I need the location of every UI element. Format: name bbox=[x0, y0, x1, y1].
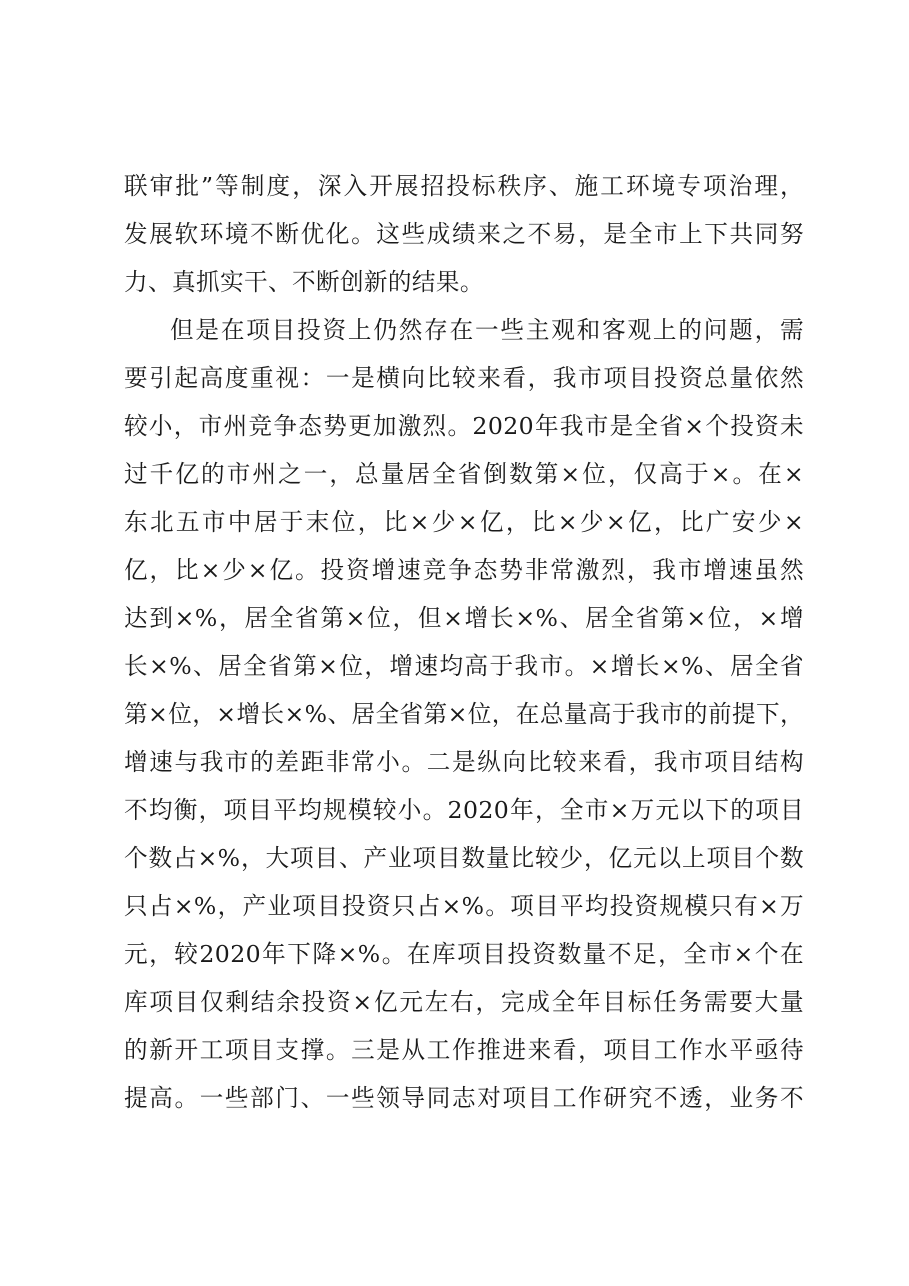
text-line: 要引起高度重视：一是横向比较来看，我市项目投资总量依然 bbox=[124, 364, 804, 392]
text-line: 过千亿的市州之一，总量居全省倒数第×位，仅高于×。在× bbox=[124, 460, 804, 488]
paragraph-first-line: 但是在项目投资上仍然存在一些主观和客观上的问题，需 bbox=[170, 316, 804, 344]
text-line: 亿，比×少×亿。投资增速竞争态势非常激烈，我市增速虽然 bbox=[124, 556, 804, 584]
text-line: 东北五市中居于末位，比×少×亿，比×少×亿，比广安少× bbox=[124, 508, 804, 536]
text-line: 个数占×%，大项目、产业项目数量比较少，亿元以上项目个数 bbox=[124, 844, 804, 872]
text-line: 提高。一些部门、一些领导同志对项目工作研究不透，业务不 bbox=[124, 1084, 804, 1112]
text-line: 元，较2020年下降×%。在库项目投资数量不足，全市×个在 bbox=[124, 940, 804, 968]
text-line: 长×%、居全省第×位，增速均高于我市。×增长×%、居全省 bbox=[124, 652, 804, 680]
text-line: 第×位，×增长×%、居全省第×位，在总量高于我市的前提下， bbox=[124, 700, 804, 728]
text-line: 发展软环境不断优化。这些成绩来之不易，是全市上下共同努 bbox=[124, 220, 804, 248]
text-line: 只占×%，产业项目投资只占×%。项目平均投资规模只有×万 bbox=[124, 892, 804, 920]
text-line: 达到×%，居全省第×位，但×增长×%、居全省第×位，×增 bbox=[124, 604, 804, 632]
text-line: 增速与我市的差距非常小。二是纵向比较来看，我市项目结构 bbox=[124, 748, 804, 776]
text-line: 联审批”等制度，深入开展招投标秩序、施工环境专项治理， bbox=[124, 172, 804, 200]
text-line: 不均衡，项目平均规模较小。2020年，全市×万元以下的项目 bbox=[124, 796, 804, 824]
text-line: 库项目仅剩结余投资×亿元左右，完成全年目标任务需要大量 bbox=[124, 988, 804, 1016]
text-line: 力、真抓实干、不断创新的结果。 bbox=[124, 268, 484, 296]
text-line: 的新开工项目支撑。三是从工作推进来看，项目工作水平亟待 bbox=[124, 1036, 804, 1064]
text-line: 较小，市州竞争态势更加激烈。2020年我市是全省×个投资未 bbox=[124, 412, 804, 440]
